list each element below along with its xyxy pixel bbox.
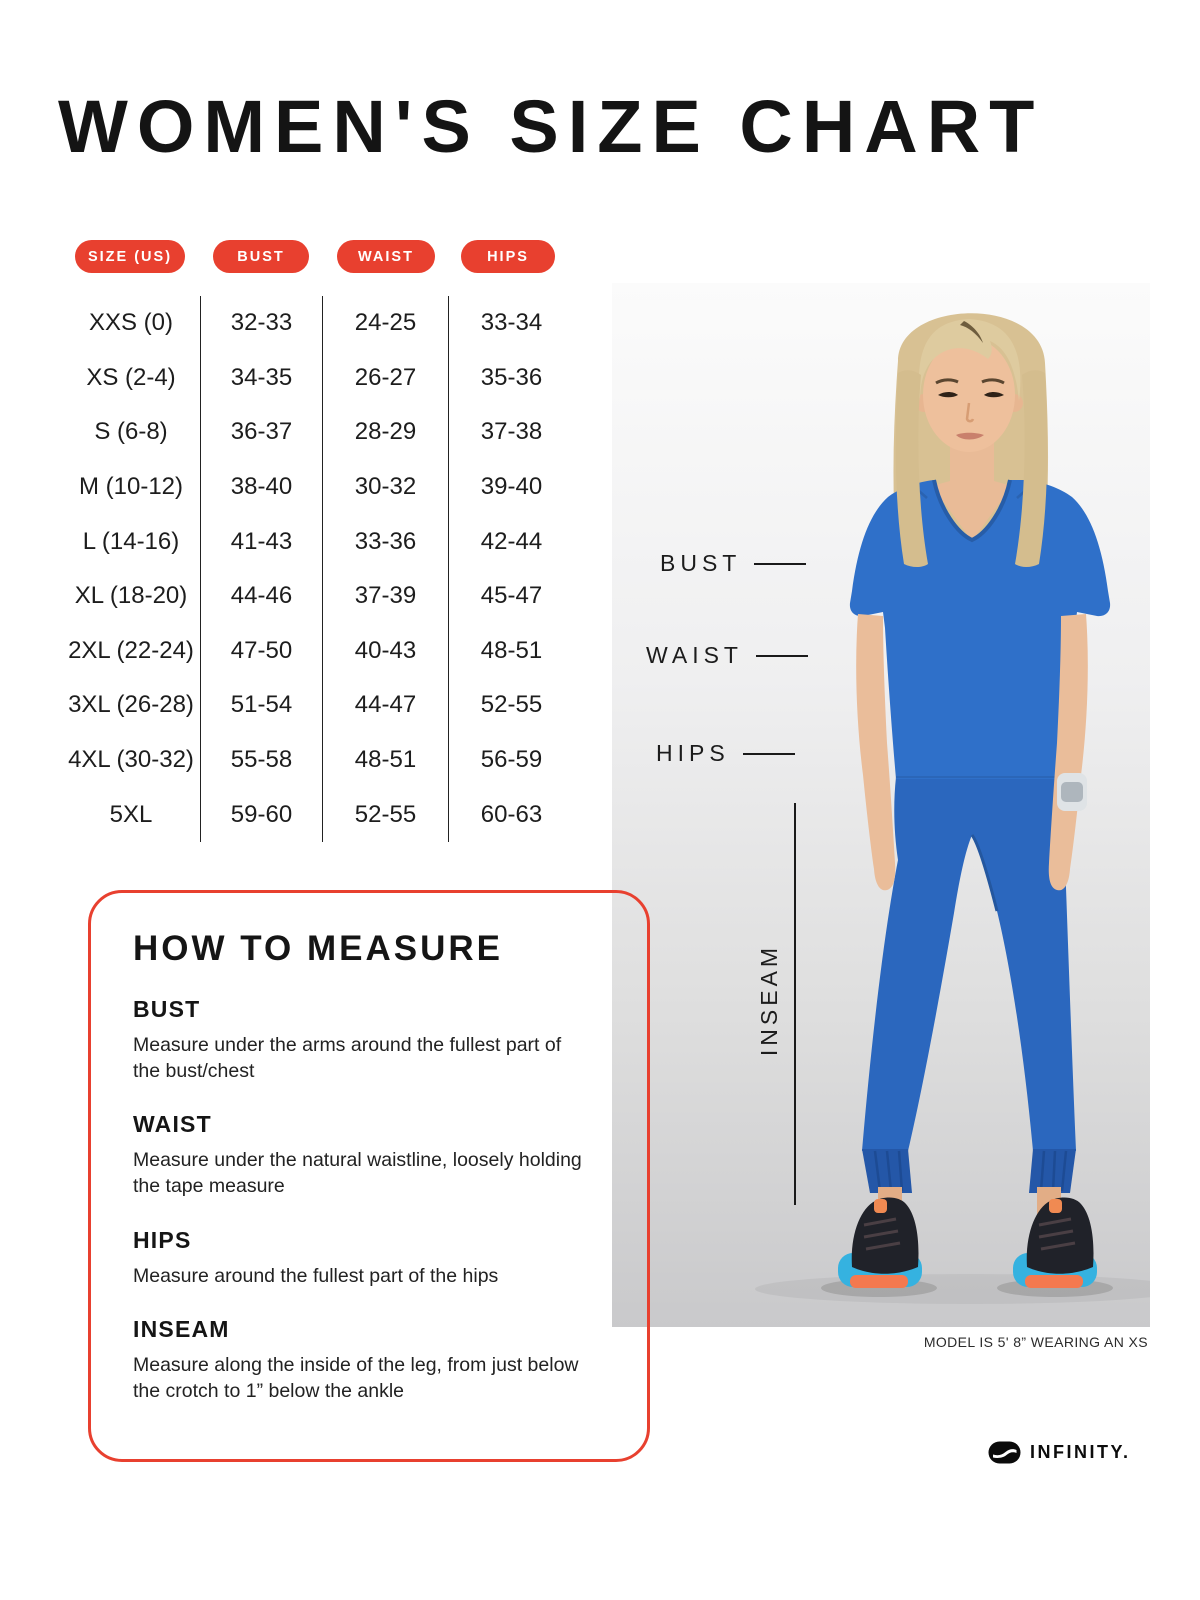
measurement-cell: 33-36 <box>322 514 448 569</box>
model-caption: MODEL IS 5' 8” WEARING AN XS <box>923 1334 1148 1350</box>
measurement-cell: 55-58 <box>200 733 322 788</box>
size-label-cell: 3XL (26-28) <box>68 691 194 719</box>
measurement-cell: 35-36 <box>448 351 574 406</box>
column-header-pill-hips: HIPS <box>461 240 555 273</box>
measure-section-label: INSEAM <box>133 1315 230 1342</box>
measurement-cell: 24-25 <box>322 296 448 351</box>
bust-pointer-line <box>754 563 806 565</box>
brand-wordmark: INFINITY. <box>1030 1442 1131 1462</box>
measurement-cell: 39-40 <box>448 460 574 515</box>
measurement-cell: 52-55 <box>322 787 448 842</box>
hips-pointer-line <box>743 753 795 755</box>
smartwatch <box>1057 773 1087 811</box>
size-label-cell: 5XL <box>109 800 153 828</box>
measurement-cell: 48-51 <box>448 624 574 679</box>
waist-pointer-line <box>756 655 808 657</box>
measurement-cell: 44-47 <box>322 678 448 733</box>
measure-section-text: Measure around the fullest part of the hips <box>133 1264 499 1287</box>
measurement-cell: 56-59 <box>448 733 574 788</box>
table-header-row <box>0 240 1200 273</box>
column-header-pill-waist: WAIST <box>337 240 435 273</box>
measure-section-label: WAIST <box>133 1111 212 1138</box>
infinity-ribbon-icon <box>988 1441 1021 1464</box>
measurement-cell: 33-34 <box>448 296 574 351</box>
measurement-cell: 42-44 <box>448 514 574 569</box>
measurement-cell: 59-60 <box>200 787 322 842</box>
bust-annotation <box>660 550 806 577</box>
size-label-cell: 4XL (30-32) <box>68 746 194 774</box>
measurement-cell: 41-43 <box>200 514 322 569</box>
measurement-cell: 37-39 <box>322 569 448 624</box>
hips-annotation <box>656 740 795 767</box>
waist-annotation-label: WAIST <box>646 642 743 668</box>
measurement-cell: 34-35 <box>200 351 322 406</box>
measurement-cell: 32-33 <box>200 296 322 351</box>
measure-section-label: BUST <box>133 996 201 1022</box>
measurement-cell: 28-29 <box>322 405 448 460</box>
measure-section-text: Measure under the arms around the fullest part of the bust/chest <box>133 1034 562 1083</box>
size-label-cell: M (10-12) <box>78 473 184 501</box>
how-to-measure-sections <box>133 996 607 1404</box>
how-to-measure-box <box>88 890 650 1462</box>
size-label-cell: XS (2-4) <box>86 363 176 391</box>
measure-section-label: HIPS <box>133 1226 192 1253</box>
measurement-cell: 60-63 <box>448 787 574 842</box>
size-table <box>62 296 574 842</box>
column-header-pill-size-us: SIZE (US) <box>75 240 185 273</box>
measurement-cell: 38-40 <box>200 460 322 515</box>
model-photo <box>612 283 1150 1327</box>
size-label-cell: L (14-16) <box>82 527 180 555</box>
bust-annotation-label: BUST <box>660 550 742 576</box>
inseam-annotation-label: INSEAM <box>756 943 782 1057</box>
measurement-cell: 45-47 <box>448 569 574 624</box>
measure-section-text: Measure under the natural waistline, loosely holding the tape measure <box>133 1149 582 1198</box>
page-title: WOMEN'S SIZE CHART <box>58 85 1044 168</box>
how-to-measure-title: HOW TO MEASURE <box>133 929 503 968</box>
size-label-cell: XL (18-20) <box>74 582 188 610</box>
size-label-cell: 2XL (22-24) <box>68 636 194 664</box>
measurement-cell: 26-27 <box>322 351 448 406</box>
waist-annotation <box>646 642 808 669</box>
size-label-cell: XXS (0) <box>88 309 174 337</box>
scrub-pants <box>862 777 1076 1151</box>
size-label-cell: S (6-8) <box>94 418 168 446</box>
measure-section-text: Measure along the inside of the leg, from just below the crotch to 1” below the ankle <box>133 1353 579 1402</box>
measurement-cell: 51-54 <box>200 678 322 733</box>
measurement-cell: 44-46 <box>200 569 322 624</box>
measurement-cell: 48-51 <box>322 733 448 788</box>
measurement-cell: 52-55 <box>448 678 574 733</box>
measurement-cell: 47-50 <box>200 624 322 679</box>
brand-logo <box>988 1441 1131 1464</box>
measurement-cell: 37-38 <box>448 405 574 460</box>
hips-annotation-label: HIPS <box>656 740 730 766</box>
column-header-pill-bust: BUST <box>213 240 309 273</box>
measurement-cell: 40-43 <box>322 624 448 679</box>
model-illustration <box>612 283 1150 1325</box>
measurement-cell: 36-37 <box>200 405 322 460</box>
measurement-cell: 30-32 <box>322 460 448 515</box>
inseam-pointer-line <box>794 803 796 1205</box>
